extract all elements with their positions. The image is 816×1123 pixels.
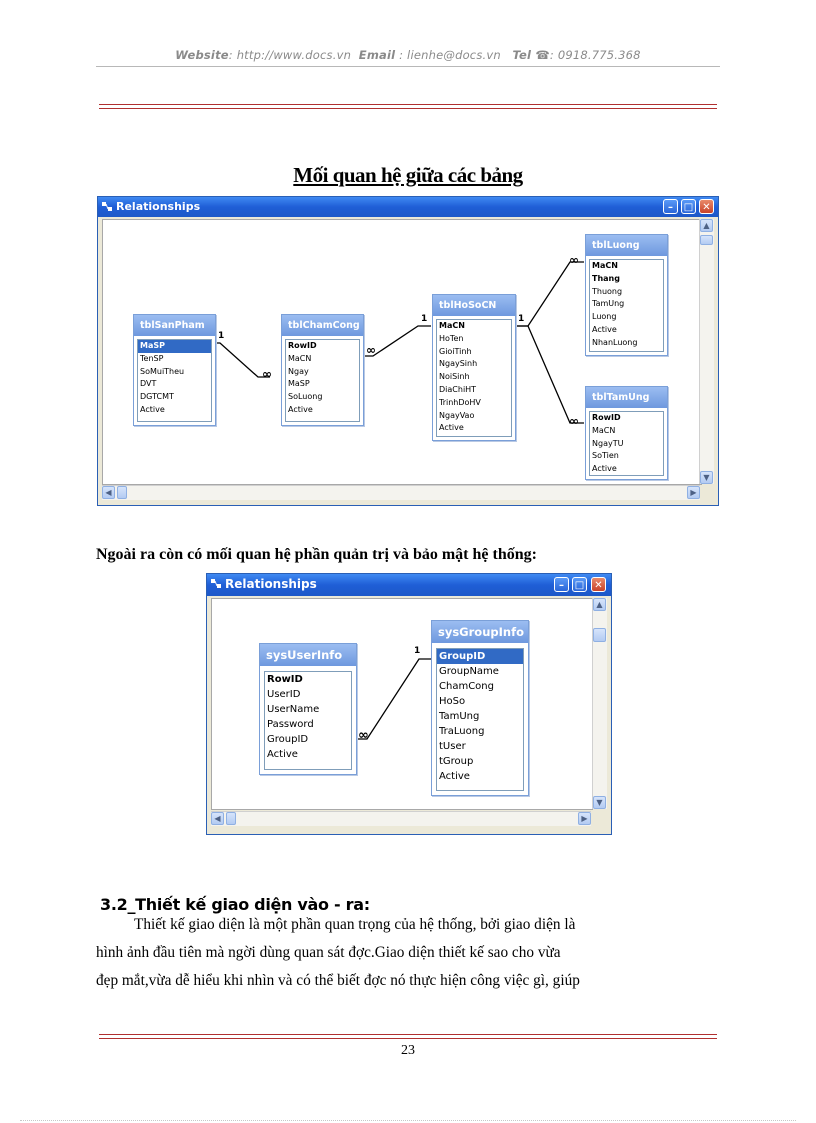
table-box-tblHoSoCN[interactable] [432,294,516,441]
table-box-tblChamCong[interactable] [281,314,364,426]
tel-value: : 0918.775.368 [549,48,641,62]
rel-many-label: ∞ [366,343,376,357]
table-box-sysGroupInfo[interactable] [431,620,529,796]
field-list [589,411,664,476]
close-button[interactable]: ✕ [591,577,606,592]
field-item[interactable]: GroupID [267,734,309,745]
header-red-rule [99,104,717,109]
website-label: Website [175,48,229,62]
scroll-down-button[interactable]: ▼ [700,471,713,484]
field-item[interactable]: NhanLuong [592,337,638,347]
field-item[interactable]: Thang [592,273,620,283]
table-box-sysUserInfo[interactable] [259,643,357,775]
field-item[interactable]: NgaySinh [439,359,478,369]
subheading: Ngoài ra còn có mối quan hệ phần quản trị và bảo mật hệ thống: [96,546,537,563]
field-item[interactable]: MaCN [592,425,616,435]
table-title: tblLuong [586,235,667,256]
relationships-window-security [206,573,612,835]
scroll-down-button[interactable]: ▼ [593,796,606,809]
field-item[interactable]: Active [439,423,464,433]
rel-one-label: 1 [518,314,525,324]
field-item[interactable]: GroupID [437,649,523,664]
field-item[interactable]: DGTCMT [140,392,174,402]
field-item[interactable]: MaCN [288,353,312,363]
field-item[interactable]: TamUng [439,711,480,722]
field-item[interactable]: RowID [288,341,317,350]
email-label: Email [358,48,396,62]
field-item[interactable]: SoMuiTheu [140,366,185,376]
field-item[interactable]: RowID [592,413,621,422]
page-edge [20,1120,796,1121]
field-item[interactable]: tUser [439,741,466,752]
field-item[interactable]: Password [267,719,314,730]
field-item[interactable]: NgayVao [439,410,475,420]
field-item[interactable]: GioiTinh [439,346,472,356]
relationships-window-main [97,196,719,506]
field-list [589,259,664,352]
minimize-button[interactable]: – [663,199,678,214]
window-title: Relationships [116,200,201,213]
field-item[interactable]: Ngay [288,366,309,376]
field-item[interactable]: DVT [140,379,157,389]
maximize-button[interactable]: □ [572,577,587,592]
window-title: Relationships [225,577,317,591]
field-item[interactable]: Active [288,404,313,414]
field-item[interactable]: Active [439,771,470,782]
rel-one-label: 1 [414,646,421,656]
table-title: tblChamCong [282,315,363,336]
table-title: sysGroupInfo [432,621,528,643]
field-list [285,339,360,422]
field-list [436,319,512,437]
header-rule [96,66,720,67]
field-list [264,671,352,770]
paragraph-line-2: hình ảnh đầu tiên mà ngời dùng quan sát đợc.Giao diện thiết kế sao cho vừa [96,944,561,961]
section-heading: 3.2_Thiết kế giao diện vào - ra: [100,895,370,914]
field-item[interactable]: Active [592,464,617,474]
close-button[interactable]: ✕ [699,199,714,214]
tel-label: Tel ☎ [512,48,550,62]
rel-one-label: 1 [218,331,225,341]
field-item[interactable]: HoTen [439,333,464,343]
footer-red-rule [99,1034,717,1039]
field-list [436,648,524,791]
field-item[interactable]: HoSo [439,696,466,707]
page-number: 23 [401,1043,415,1058]
field-item[interactable]: TenSP [140,353,164,363]
page-title: Mối quan hệ giữa các bảng [293,163,523,187]
field-item[interactable]: Luong [592,312,617,322]
field-item[interactable]: UserID [267,689,301,700]
minimize-button[interactable]: – [554,577,569,592]
table-title: tblTamUng [586,387,667,408]
maximize-button[interactable]: □ [681,199,696,214]
field-item[interactable]: MaSP [138,340,211,353]
field-item[interactable]: TrinhDoHV [439,397,481,407]
paragraph-line-1: Thiết kế giao diện là một phần quan trọng của hệ thống, bởi giao diện là [134,916,576,933]
field-item[interactable]: TamUng [592,299,625,309]
field-item[interactable]: TraLuong [439,726,485,737]
field-item[interactable]: GroupName [439,666,499,677]
table-title: tblSanPham [134,315,215,336]
scroll-up-button[interactable]: ▲ [700,219,713,232]
field-item[interactable]: MaCN [592,261,618,270]
scroll-left-button[interactable]: ◀ [211,812,224,825]
field-item[interactable]: Active [140,404,165,414]
scroll-right-button[interactable]: ▶ [578,812,591,825]
field-item[interactable]: ChamCong [439,681,494,692]
email-value: : lienhe@docs.vn [399,48,501,62]
rel-many-label: ∞ [358,728,369,743]
page-header [0,48,816,62]
rel-many-label: ∞ [262,367,272,381]
scroll-left-button[interactable]: ◀ [102,486,115,499]
field-item[interactable]: Active [267,749,298,760]
field-item[interactable]: SoLuong [288,392,323,402]
table-box-tblLuong[interactable] [585,234,668,356]
field-item[interactable]: NgayTU [592,438,624,448]
field-item[interactable]: Thuong [592,286,623,296]
rel-many-label: ∞ [569,414,579,428]
table-title: sysUserInfo [260,644,356,666]
table-title: tblHoSoCN [433,295,515,316]
field-item[interactable]: tGroup [439,756,474,767]
field-item[interactable]: Active [592,324,617,334]
rel-many-label: ∞ [569,253,579,267]
table-box-tblTamUng[interactable] [585,386,668,480]
field-item[interactable]: SoTien [592,451,619,461]
field-item[interactable]: MaCN [439,321,465,330]
paragraph-line-3: đẹp mắt,vừa dễ hiểu khi nhìn và có thể biết đợc nó thực hiện công việc gì, giúp [96,972,580,989]
table-box-tblSanPham[interactable] [133,314,216,426]
scroll-right-button[interactable]: ▶ [687,486,700,499]
rel-one-label: 1 [421,314,428,324]
scroll-up-button[interactable]: ▲ [593,598,606,611]
field-item[interactable]: RowID [267,674,303,685]
field-list [137,339,212,422]
field-item[interactable]: NoiSinh [439,372,470,382]
field-item[interactable]: MaSP [288,379,310,389]
field-item[interactable]: UserName [267,704,320,715]
website-url: : http://www.docs.vn [228,48,352,62]
field-item[interactable]: DiaChiHT [439,384,477,394]
